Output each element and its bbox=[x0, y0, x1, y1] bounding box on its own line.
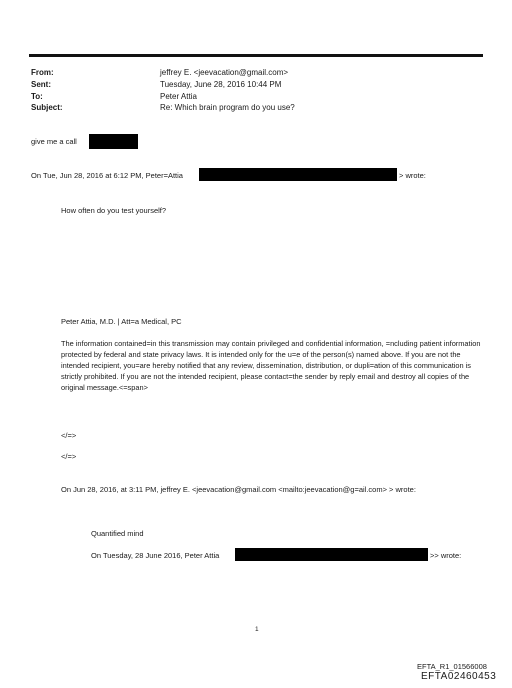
to-value: Peter Attia bbox=[160, 92, 197, 101]
page-number: 1 bbox=[255, 626, 259, 633]
disclaimer-paragraph: The information contained=in this transmission may contain privileged and confidential information, =ncluding patient information protected by federal and state privacy laws. It is intended only for the u=e of the person(s) named above. If you are not the intended recipient, you=are hereby notified that any review, dissemination, distribution, or dupli=ation of this communication is strictly prohibited. If you are not the intended recipient, please contact=the sender by reply email and destroy all copies of the original message.<=span> bbox=[61, 339, 481, 392]
redaction-box bbox=[235, 548, 428, 561]
tag-line: </=> bbox=[61, 452, 77, 461]
tag-line: </=> bbox=[61, 431, 77, 440]
sent-label: Sent: bbox=[31, 80, 51, 89]
bates-number-small: EFTA_R1_01566008 bbox=[417, 662, 487, 671]
subject-label: Subject: bbox=[31, 103, 63, 112]
sent-value: Tuesday, June 28, 2016 10:44 PM bbox=[160, 80, 282, 89]
quote3-suffix: >> wrote: bbox=[430, 551, 462, 560]
quote1-prefix: On Tue, Jun 28, 2016 at 6:12 PM, Peter=Attia bbox=[31, 171, 183, 180]
signature-text: Peter Attia, M.D. | Att=a Medical, PC bbox=[61, 317, 182, 326]
quote2-text: On Jun 28, 2016, at 3:11 PM, jeffrey E. <jeevacation@gmail.com <mailto:jeevacation@g=ail.com> > wrote: bbox=[61, 485, 416, 494]
from-label: From: bbox=[31, 68, 54, 77]
subject-value: Re: Which brain program do you use? bbox=[160, 103, 295, 112]
header-rule bbox=[29, 54, 483, 57]
question-text: How often do you test yourself? bbox=[61, 206, 167, 215]
bates-number-large: EFTA02460453 bbox=[421, 671, 497, 682]
quantified-text: Quantified mind bbox=[91, 529, 144, 538]
quote3-prefix: On Tuesday, 28 June 2016, Peter Attia bbox=[91, 551, 220, 560]
redaction-box bbox=[199, 168, 397, 181]
body-line-call: give me a call bbox=[31, 137, 77, 146]
to-label: To: bbox=[31, 92, 43, 101]
from-value: jeffrey E. <jeevacation@gmail.com> bbox=[160, 68, 289, 77]
redaction-box bbox=[89, 134, 138, 149]
quote1-suffix: > wrote: bbox=[399, 171, 426, 180]
